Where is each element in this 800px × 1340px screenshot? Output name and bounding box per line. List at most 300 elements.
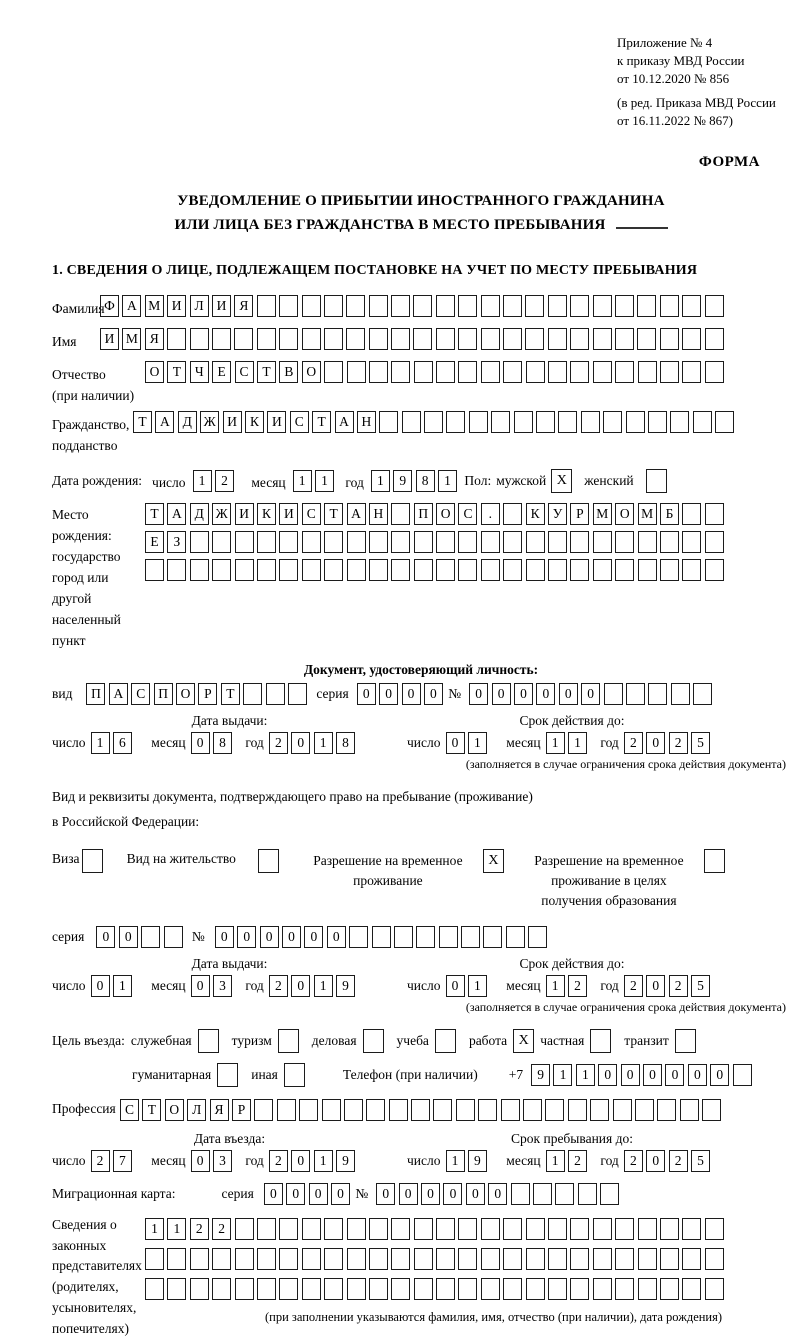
form-cell[interactable]	[145, 1278, 164, 1300]
form-cell[interactable]	[526, 361, 545, 383]
form-cell[interactable]	[570, 531, 589, 553]
form-cell[interactable]: .	[481, 503, 500, 525]
form-cell[interactable]	[347, 1218, 366, 1240]
form-cell[interactable]	[548, 1248, 567, 1270]
form-cell[interactable]	[235, 1248, 254, 1270]
form-cell[interactable]	[705, 1248, 724, 1270]
form-cell[interactable]	[705, 531, 724, 553]
form-cell[interactable]: 0	[559, 683, 578, 705]
form-cell[interactable]: А	[347, 503, 366, 525]
form-cell[interactable]	[570, 1278, 589, 1300]
form-cell[interactable]	[458, 361, 477, 383]
form-cell[interactable]: С	[290, 411, 309, 433]
form-cell[interactable]	[548, 295, 567, 317]
form-cell[interactable]: 5	[691, 732, 710, 754]
form-cell[interactable]	[570, 295, 589, 317]
form-cell[interactable]: 2	[669, 732, 688, 754]
form-cell[interactable]	[503, 531, 522, 553]
form-cell[interactable]	[254, 1099, 273, 1121]
form-cell[interactable]: 0	[443, 1183, 462, 1205]
form-cell[interactable]	[715, 411, 734, 433]
form-cell[interactable]	[436, 295, 455, 317]
form-cell[interactable]: 8	[416, 470, 435, 492]
form-cell[interactable]	[266, 683, 285, 705]
form-cell[interactable]	[526, 1218, 545, 1240]
form-cell[interactable]	[705, 328, 724, 350]
form-cell[interactable]: 0	[282, 926, 301, 948]
form-cell[interactable]: 0	[424, 683, 443, 705]
form-cell[interactable]	[379, 411, 398, 433]
form-cell[interactable]: Ч	[190, 361, 209, 383]
form-cell[interactable]	[234, 328, 253, 350]
form-cell[interactable]: О	[436, 503, 455, 525]
form-cell[interactable]: 3	[213, 975, 232, 997]
form-cell[interactable]	[413, 328, 432, 350]
form-cell[interactable]	[235, 1218, 254, 1240]
form-cell[interactable]: 6	[113, 732, 132, 754]
form-cell[interactable]: 0	[331, 1183, 350, 1205]
form-cell[interactable]	[705, 1218, 724, 1240]
form-cell[interactable]: 1	[546, 975, 565, 997]
form-cell[interactable]: 2	[669, 1150, 688, 1172]
form-cell[interactable]	[257, 559, 276, 581]
form-cell[interactable]: 2	[624, 975, 643, 997]
form-cell[interactable]	[302, 295, 321, 317]
form-cell[interactable]: Е	[212, 361, 231, 383]
form-cell[interactable]: 1	[314, 732, 333, 754]
form-cell[interactable]: 7	[113, 1150, 132, 1172]
form-cell[interactable]	[548, 531, 567, 553]
form-cell[interactable]	[322, 1099, 341, 1121]
form-cell[interactable]	[526, 531, 545, 553]
form-cell[interactable]: 1	[315, 470, 334, 492]
form-cell[interactable]	[570, 328, 589, 350]
form-cell[interactable]	[635, 1099, 654, 1121]
form-cell[interactable]	[680, 1099, 699, 1121]
form-cell[interactable]: И	[223, 411, 242, 433]
form-cell[interactable]: У	[548, 503, 567, 525]
form-cell[interactable]	[503, 328, 522, 350]
form-cell[interactable]: 0	[446, 975, 465, 997]
form-cell[interactable]: 2	[212, 1218, 231, 1240]
form-cell[interactable]	[660, 1278, 679, 1300]
form-cell[interactable]: Т	[133, 411, 152, 433]
form-cell[interactable]	[481, 1248, 500, 1270]
form-cell[interactable]	[503, 295, 522, 317]
form-cell[interactable]: Т	[145, 503, 164, 525]
form-cell[interactable]: 0	[291, 1150, 310, 1172]
form-cell[interactable]	[705, 559, 724, 581]
form-cell[interactable]: 0	[581, 683, 600, 705]
form-cell[interactable]	[346, 328, 365, 350]
form-cell[interactable]	[369, 361, 388, 383]
form-cell[interactable]	[458, 1248, 477, 1270]
form-cell[interactable]	[481, 361, 500, 383]
form-cell[interactable]: М	[122, 328, 141, 350]
form-cell[interactable]: Т	[324, 503, 343, 525]
form-cell[interactable]	[660, 361, 679, 383]
form-cell[interactable]	[391, 295, 410, 317]
form-cell[interactable]	[526, 559, 545, 581]
form-cell[interactable]	[660, 328, 679, 350]
form-cell[interactable]: 1	[468, 732, 487, 754]
form-cell[interactable]	[626, 411, 645, 433]
form-cell[interactable]: 2	[269, 975, 288, 997]
form-cell[interactable]: С	[120, 1099, 139, 1121]
form-cell[interactable]: К	[245, 411, 264, 433]
form-cell[interactable]	[279, 1248, 298, 1270]
form-cell[interactable]: 0	[514, 683, 533, 705]
form-cell[interactable]	[581, 411, 600, 433]
form-cell[interactable]: И	[235, 503, 254, 525]
form-cell[interactable]	[458, 1218, 477, 1240]
form-cell[interactable]	[414, 1248, 433, 1270]
form-cell[interactable]	[279, 1218, 298, 1240]
form-cell[interactable]	[555, 1183, 574, 1205]
form-cell[interactable]: П	[154, 683, 173, 705]
form-cell[interactable]: П	[414, 503, 433, 525]
form-cell[interactable]: 0	[376, 1183, 395, 1205]
form-cell[interactable]	[615, 1218, 634, 1240]
form-cell[interactable]: А	[335, 411, 354, 433]
form-cell[interactable]	[391, 328, 410, 350]
form-cell[interactable]: 0	[665, 1064, 684, 1086]
form-cell[interactable]	[436, 328, 455, 350]
form-cell[interactable]	[702, 1099, 721, 1121]
form-cell[interactable]: 2	[215, 470, 234, 492]
form-cell[interactable]	[257, 531, 276, 553]
temp-residence-education-checkbox[interactable]	[704, 849, 725, 873]
purpose-study-checkbox[interactable]	[435, 1029, 456, 1053]
form-cell[interactable]	[533, 1183, 552, 1205]
form-cell[interactable]	[279, 1278, 298, 1300]
form-cell[interactable]	[369, 1278, 388, 1300]
form-cell[interactable]	[615, 559, 634, 581]
form-cell[interactable]: 0	[96, 926, 115, 948]
form-cell[interactable]	[414, 1218, 433, 1240]
form-cell[interactable]: 1	[91, 732, 110, 754]
form-cell[interactable]: 0	[421, 1183, 440, 1205]
form-cell[interactable]: 0	[598, 1064, 617, 1086]
form-cell[interactable]	[288, 683, 307, 705]
form-cell[interactable]	[693, 683, 712, 705]
form-cell[interactable]: Ж	[200, 411, 219, 433]
purpose-private-checkbox[interactable]	[590, 1029, 611, 1053]
form-cell[interactable]: 5	[691, 975, 710, 997]
form-cell[interactable]: В	[279, 361, 298, 383]
form-cell[interactable]: 2	[568, 975, 587, 997]
form-cell[interactable]	[369, 295, 388, 317]
form-cell[interactable]: 0	[237, 926, 256, 948]
form-cell[interactable]	[391, 1218, 410, 1240]
form-cell[interactable]	[391, 559, 410, 581]
form-cell[interactable]	[548, 1218, 567, 1240]
form-cell[interactable]: О	[145, 361, 164, 383]
form-cell[interactable]	[402, 411, 421, 433]
form-cell[interactable]	[302, 531, 321, 553]
form-cell[interactable]	[436, 559, 455, 581]
form-cell[interactable]	[615, 295, 634, 317]
form-cell[interactable]	[670, 411, 689, 433]
form-cell[interactable]: Л	[190, 295, 209, 317]
form-cell[interactable]	[481, 1278, 500, 1300]
form-cell[interactable]	[637, 328, 656, 350]
form-cell[interactable]: 1	[113, 975, 132, 997]
form-cell[interactable]	[638, 1278, 657, 1300]
form-cell[interactable]	[615, 361, 634, 383]
form-cell[interactable]: 1	[568, 732, 587, 754]
form-cell[interactable]	[501, 1099, 520, 1121]
form-cell[interactable]	[212, 531, 231, 553]
form-cell[interactable]: С	[235, 361, 254, 383]
form-cell[interactable]: 0	[466, 1183, 485, 1205]
residence-permit-checkbox[interactable]	[258, 849, 279, 873]
form-cell[interactable]	[347, 531, 366, 553]
form-cell[interactable]	[657, 1099, 676, 1121]
form-cell[interactable]	[212, 1248, 231, 1270]
form-cell[interactable]: 9	[336, 975, 355, 997]
form-cell[interactable]	[257, 1278, 276, 1300]
form-cell[interactable]	[190, 328, 209, 350]
form-cell[interactable]	[190, 559, 209, 581]
form-cell[interactable]: 0	[291, 732, 310, 754]
form-cell[interactable]	[682, 559, 701, 581]
form-cell[interactable]	[372, 926, 391, 948]
form-cell[interactable]: 1	[438, 470, 457, 492]
form-cell[interactable]	[212, 328, 231, 350]
form-cell[interactable]	[590, 1099, 609, 1121]
form-cell[interactable]	[481, 328, 500, 350]
form-cell[interactable]: 0	[260, 926, 279, 948]
form-cell[interactable]	[483, 926, 502, 948]
form-cell[interactable]: Ж	[212, 503, 231, 525]
purpose-humanitarian-checkbox[interactable]	[217, 1063, 238, 1087]
form-cell[interactable]	[257, 1218, 276, 1240]
form-cell[interactable]	[570, 361, 589, 383]
form-cell[interactable]	[302, 1278, 321, 1300]
form-cell[interactable]: 0	[357, 683, 376, 705]
form-cell[interactable]	[604, 683, 623, 705]
form-cell[interactable]: 0	[643, 1064, 662, 1086]
form-cell[interactable]	[525, 295, 544, 317]
form-cell[interactable]: О	[302, 361, 321, 383]
form-cell[interactable]	[545, 1099, 564, 1121]
form-cell[interactable]: 8	[213, 732, 232, 754]
form-cell[interactable]	[548, 1278, 567, 1300]
form-cell[interactable]	[593, 531, 612, 553]
form-cell[interactable]: С	[131, 683, 150, 705]
form-cell[interactable]	[190, 531, 209, 553]
form-cell[interactable]	[570, 1248, 589, 1270]
form-cell[interactable]	[603, 411, 622, 433]
form-cell[interactable]	[671, 683, 690, 705]
form-cell[interactable]: И	[279, 503, 298, 525]
form-cell[interactable]	[414, 559, 433, 581]
form-cell[interactable]: 0	[646, 1150, 665, 1172]
form-cell[interactable]	[324, 328, 343, 350]
form-cell[interactable]	[638, 559, 657, 581]
form-cell[interactable]	[369, 559, 388, 581]
form-cell[interactable]	[436, 1218, 455, 1240]
form-cell[interactable]	[369, 531, 388, 553]
form-cell[interactable]: 0	[119, 926, 138, 948]
form-cell[interactable]: М	[638, 503, 657, 525]
form-cell[interactable]: Т	[257, 361, 276, 383]
form-cell[interactable]: 0	[215, 926, 234, 948]
form-cell[interactable]: М	[145, 295, 164, 317]
form-cell[interactable]	[436, 531, 455, 553]
form-cell[interactable]: 1	[446, 1150, 465, 1172]
form-cell[interactable]: Е	[145, 531, 164, 553]
form-cell[interactable]	[167, 559, 186, 581]
form-cell[interactable]	[514, 411, 533, 433]
visa-checkbox[interactable]	[82, 849, 103, 873]
form-cell[interactable]	[369, 1248, 388, 1270]
form-cell[interactable]	[660, 559, 679, 581]
form-cell[interactable]	[506, 926, 525, 948]
form-cell[interactable]	[693, 411, 712, 433]
form-cell[interactable]	[324, 1218, 343, 1240]
form-cell[interactable]	[705, 361, 724, 383]
form-cell[interactable]: Р	[232, 1099, 251, 1121]
form-cell[interactable]: Т	[312, 411, 331, 433]
form-cell[interactable]	[324, 559, 343, 581]
form-cell[interactable]	[394, 926, 413, 948]
form-cell[interactable]: 0	[327, 926, 346, 948]
form-cell[interactable]: 8	[336, 732, 355, 754]
purpose-other-checkbox[interactable]	[284, 1063, 305, 1087]
form-cell[interactable]	[279, 559, 298, 581]
form-cell[interactable]: 1	[314, 1150, 333, 1172]
form-cell[interactable]	[682, 1278, 701, 1300]
form-cell[interactable]	[682, 1248, 701, 1270]
form-cell[interactable]	[279, 531, 298, 553]
form-cell[interactable]: 2	[568, 1150, 587, 1172]
form-cell[interactable]: 0	[91, 975, 110, 997]
form-cell[interactable]	[615, 531, 634, 553]
form-cell[interactable]	[503, 361, 522, 383]
form-cell[interactable]	[593, 1248, 612, 1270]
form-cell[interactable]	[439, 926, 458, 948]
form-cell[interactable]	[615, 1248, 634, 1270]
form-cell[interactable]: 0	[402, 683, 421, 705]
form-cell[interactable]: Л	[187, 1099, 206, 1121]
form-cell[interactable]	[548, 361, 567, 383]
form-cell[interactable]: О	[615, 503, 634, 525]
form-cell[interactable]: О	[176, 683, 195, 705]
form-cell[interactable]: М	[593, 503, 612, 525]
form-cell[interactable]	[349, 926, 368, 948]
form-cell[interactable]	[243, 683, 262, 705]
form-cell[interactable]: 5	[691, 1150, 710, 1172]
form-cell[interactable]: 0	[264, 1183, 283, 1205]
purpose-business-checkbox[interactable]	[198, 1029, 219, 1053]
form-cell[interactable]	[478, 1099, 497, 1121]
form-cell[interactable]	[141, 926, 160, 948]
form-cell[interactable]	[279, 295, 298, 317]
form-cell[interactable]: 1	[371, 470, 390, 492]
form-cell[interactable]	[503, 1218, 522, 1240]
form-cell[interactable]: 0	[536, 683, 555, 705]
purpose-work-checkbox[interactable]: X	[513, 1029, 534, 1053]
form-cell[interactable]: И	[212, 295, 231, 317]
form-cell[interactable]	[347, 361, 366, 383]
form-cell[interactable]: 0	[191, 732, 210, 754]
form-cell[interactable]	[324, 1278, 343, 1300]
form-cell[interactable]	[526, 1278, 545, 1300]
form-cell[interactable]	[705, 1278, 724, 1300]
form-cell[interactable]	[277, 1099, 296, 1121]
form-cell[interactable]: Я	[234, 295, 253, 317]
form-cell[interactable]	[411, 1099, 430, 1121]
form-cell[interactable]	[660, 295, 679, 317]
form-cell[interactable]: 0	[304, 926, 323, 948]
form-cell[interactable]	[167, 1278, 186, 1300]
form-cell[interactable]	[446, 411, 465, 433]
form-cell[interactable]: 2	[91, 1150, 110, 1172]
form-cell[interactable]	[389, 1099, 408, 1121]
form-cell[interactable]: 9	[393, 470, 412, 492]
form-cell[interactable]	[615, 1278, 634, 1300]
form-cell[interactable]: Д	[178, 411, 197, 433]
form-cell[interactable]	[235, 1278, 254, 1300]
form-cell[interactable]: Т	[221, 683, 240, 705]
form-cell[interactable]: 0	[379, 683, 398, 705]
form-cell[interactable]: 0	[399, 1183, 418, 1205]
form-cell[interactable]	[414, 1278, 433, 1300]
form-cell[interactable]	[391, 1248, 410, 1270]
form-cell[interactable]	[324, 1248, 343, 1270]
form-cell[interactable]	[346, 295, 365, 317]
form-cell[interactable]	[324, 361, 343, 383]
form-cell[interactable]: 3	[213, 1150, 232, 1172]
form-cell[interactable]	[503, 1248, 522, 1270]
purpose-transit-checkbox[interactable]	[675, 1029, 696, 1053]
form-cell[interactable]	[190, 1278, 209, 1300]
form-cell[interactable]	[414, 361, 433, 383]
form-cell[interactable]	[369, 328, 388, 350]
form-cell[interactable]: 1	[553, 1064, 572, 1086]
form-cell[interactable]	[458, 1278, 477, 1300]
form-cell[interactable]	[324, 295, 343, 317]
form-cell[interactable]	[637, 295, 656, 317]
form-cell[interactable]	[528, 926, 547, 948]
purpose-tourism-checkbox[interactable]	[278, 1029, 299, 1053]
form-cell[interactable]: Н	[357, 411, 376, 433]
form-cell[interactable]	[369, 1218, 388, 1240]
form-cell[interactable]	[347, 559, 366, 581]
form-cell[interactable]: 9	[336, 1150, 355, 1172]
form-cell[interactable]	[279, 328, 298, 350]
form-cell[interactable]	[638, 1218, 657, 1240]
form-cell[interactable]: 0	[710, 1064, 729, 1086]
form-cell[interactable]: А	[155, 411, 174, 433]
form-cell[interactable]	[503, 559, 522, 581]
form-cell[interactable]	[347, 1248, 366, 1270]
form-cell[interactable]	[570, 1218, 589, 1240]
form-cell[interactable]	[660, 531, 679, 553]
form-cell[interactable]: И	[100, 328, 119, 350]
form-cell[interactable]: 0	[492, 683, 511, 705]
form-cell[interactable]	[568, 1099, 587, 1121]
form-cell[interactable]	[458, 559, 477, 581]
form-cell[interactable]	[593, 295, 612, 317]
form-cell[interactable]: 0	[469, 683, 488, 705]
form-cell[interactable]: Д	[190, 503, 209, 525]
form-cell[interactable]	[593, 361, 612, 383]
form-cell[interactable]: К	[257, 503, 276, 525]
form-cell[interactable]: И	[167, 295, 186, 317]
